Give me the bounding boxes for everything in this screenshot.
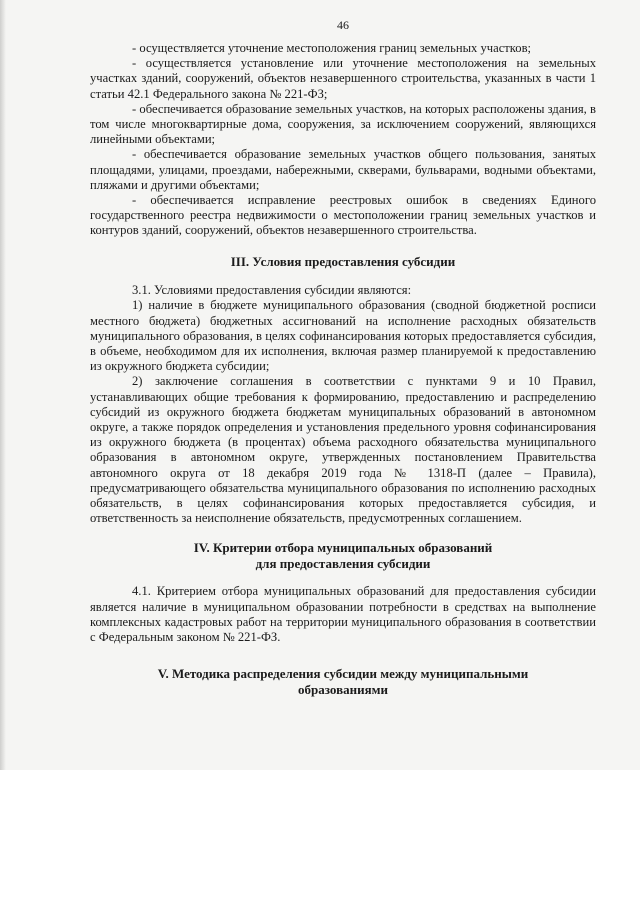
bullet-item: - обеспечивается образование земельных участков, на которых расположены здания, в том числе многоквартирные дома, сооружения, за исключением сооружений, являющихся линейными объектами; [90, 101, 596, 147]
section-heading-3: III. Условия предоставления субсидии [230, 253, 456, 269]
bullet-item: - обеспечивается образование земельных участков общего пользования, занятых площадями, улицами, проездами, набережными, скверами, бульварами, водными объектами, пляжами и другими объектами; [90, 147, 596, 192]
scan-shadow-edge [0, 0, 6, 770]
section-heading-4-line1: IV. Критерии отбора муниципальных образований [193, 540, 493, 556]
section3-item: 2) заключение соглашения в соответствии с пунктами 9 и 10 Правил, устанавливающих общие требования к формированию, предоставлению и распределению субсидий из окружного бюджета бюджетам муниципальных образований в автономном округе, а также порядок определения и установления предельного уровня софинансирования из окружного бюджета (в процентах) объема расходного обязательства муниципального образования в автономном округе, утвержденных постановлением Правительства автономного округа от 18 декабря 2019 года № 1318-П (далее – Правила), предусматривающего обязательства муниципального образования по исполнению расходных обязательств, в целях софинансирования которых предоставляется субсидия, и ответственность за неисполнение обязательств, предусмотренных соглашением. [90, 374, 596, 526]
bullet-item: - обеспечивается исправление реестровых ошибок в сведениях Единого государственного реестра недвижимости о местоположении границ земельных участков и контуров зданий, сооружений, объектов незавершенного строительства. [90, 193, 596, 238]
bullet-item: - осуществляется установление или уточнение местоположения на земельных участках зданий, сооружений, объектов незавершенного строительства, указанных в части 1 статьи 42.1 Федерального закона № 221-ФЗ; [90, 56, 596, 101]
page-number: 46 [337, 18, 349, 32]
section-heading-5-line1: V. Методика распределения субсидии между муниципальными [157, 666, 529, 682]
section4-text: 4.1. Критерием отбора муниципальных образований для предоставления субсидии является наличие в муниципальном образовании потребности в средствах на выполнение комплексных кадастровых работ на территории муниципального образования в соответствии с Федеральным законом № 221-ФЗ. [90, 584, 596, 644]
document-body [90, 18, 596, 697]
section3-item: 1) наличие в бюджете муниципального образования (сводной бюджетной росписи местного бюджета) бюджетных ассигнований на исполнение расходных обязательств муниципального образования, в целях софинансирования которых предоставляется субсидия, в объеме, необходимом для их исполнения, включая размер планируемой к предоставлению из окружного бюджета субсидии; [90, 298, 596, 374]
section-heading-5 [90, 666, 596, 697]
section-heading-5-line2: образованиями [298, 681, 388, 697]
section3-lead: 3.1. Условиями предоставления субсидии являются: [132, 283, 412, 298]
section-heading-4-line2: для предоставления субсидии [255, 555, 431, 571]
section-heading-4 [90, 540, 596, 571]
bullet-item: - осуществляется уточнение местоположения границ земельных участков; [132, 41, 532, 55]
